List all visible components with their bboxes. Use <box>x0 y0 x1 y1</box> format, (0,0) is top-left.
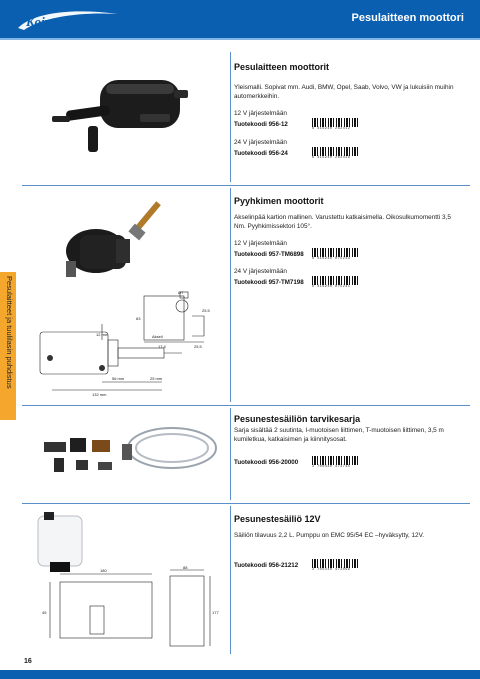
barcode-bars <box>312 456 358 465</box>
section-title: Pesunestesäiliön tarvikesarja <box>234 414 361 424</box>
section-description: Yleismalli. Sopivat mm. Audi, BMW, Opel, Saab, Volvo, VW ja lukuisiin muihin automerkkeihin. <box>234 84 454 100</box>
dim-len1: 12 mm <box>96 332 109 337</box>
barcode-number: 6 416240 075234 <box>312 257 351 261</box>
barcode-bars <box>312 559 358 568</box>
dim-d4: 17.4 <box>158 344 166 349</box>
section-description: Akselinpää kartion mallinen. Varustettu katkaisimella. Oikosulkumomentti 3,5 Nm. Pyyhkimissektori 105°. <box>234 214 451 230</box>
section-description: Säiliön tilavuus 2,2 L. Pumppu on EMC 95/54 EC –hyväksytty, 12V. <box>234 532 425 539</box>
voltage-label: 12 V järjestelmään <box>234 110 287 117</box>
dim-d5: 25.5 <box>194 344 202 349</box>
dim-len2: 56 mm <box>112 376 125 381</box>
category-side-tab-label: Pesulaitteet ja tuulilasin puhdistus <box>5 276 14 389</box>
section-description: Sarja sisältää 2 suutinta, I-muotoisen liittimen, T-muotoisen liittimen, 3,5 m kumiletkua, katkaisimen ja kiinnitysosat. <box>234 427 444 443</box>
barcode <box>312 276 358 289</box>
column-divider <box>230 408 231 500</box>
dim-len3: 25 mm <box>150 376 163 381</box>
page-number: 16 <box>24 658 32 665</box>
dim-d3: 25.5 <box>202 308 210 313</box>
category-side-tab <box>0 272 16 420</box>
washer-tank-image <box>32 512 88 574</box>
barcode <box>312 248 358 261</box>
barcode-number: 6 416240 075241 <box>312 285 351 289</box>
barcode <box>312 456 358 469</box>
barcode-bars <box>312 118 358 127</box>
section-title: Pyyhkimen moottorit <box>234 196 324 206</box>
page-header <box>0 0 480 38</box>
footer-bar <box>0 670 480 679</box>
barcode <box>312 147 358 160</box>
product-code: Tuotekoodi 956-24 <box>234 150 288 157</box>
dim-h1: 177 <box>212 610 219 615</box>
column-divider <box>230 188 231 402</box>
wiper-motor-drawing <box>32 286 228 402</box>
barcode-number: 6 416240 262412 <box>312 127 351 131</box>
dim-d1: Ø7 <box>178 290 184 295</box>
product-code: Tuotekoodi 956-20000 <box>234 459 299 466</box>
dim-side: Akseli <box>152 334 163 339</box>
washer-motor-image <box>48 68 198 158</box>
svg-text:Koivunen Oy: Koivunen Oy <box>26 14 97 29</box>
wiper-motor-image <box>52 195 182 285</box>
barcode-bars <box>312 147 358 156</box>
koivunen-logo <box>14 8 124 34</box>
voltage-label: 12 V järjestelmään <box>234 240 287 247</box>
dim-d2: 63 <box>136 316 141 321</box>
product-code: Tuotekoodi 957-TM6898 <box>234 251 304 258</box>
header-rule <box>0 38 480 40</box>
barcode-bars <box>312 248 358 257</box>
washer-tank-drawing <box>40 566 226 654</box>
section-title: Pesunestesäiliö 12V <box>234 514 321 524</box>
section-divider <box>22 185 470 186</box>
voltage-label: 24 V järjestelmään <box>234 139 287 146</box>
dim-h2: 45 <box>42 610 47 615</box>
section-divider <box>22 405 470 406</box>
section-divider <box>22 503 470 504</box>
voltage-label: 24 V järjestelmään <box>234 268 287 275</box>
column-divider <box>230 506 231 654</box>
barcode <box>312 118 358 131</box>
dim-len4: 132 mm <box>92 392 107 397</box>
page-title: Pesulaitteen moottori <box>351 12 464 24</box>
dim-w2: 88 <box>183 566 188 570</box>
barcode-number: 3 700440 473899 <box>312 568 351 572</box>
product-code: Tuotekoodi 956-12 <box>234 121 288 128</box>
dim-w1: 180 <box>100 568 107 573</box>
barcode-number: 3 700440 473745 <box>312 465 351 469</box>
barcode-bars <box>312 276 358 285</box>
product-code: Tuotekoodi 957-TM7198 <box>234 279 304 286</box>
barcode <box>312 559 358 572</box>
barcode-number: 6 416240 262429 <box>312 156 351 160</box>
product-code: Tuotekoodi 956-21212 <box>234 562 299 569</box>
section-title: Pesulaitteen moottorit <box>234 62 330 72</box>
accessory-kit-image <box>34 418 224 488</box>
column-divider <box>230 52 231 182</box>
